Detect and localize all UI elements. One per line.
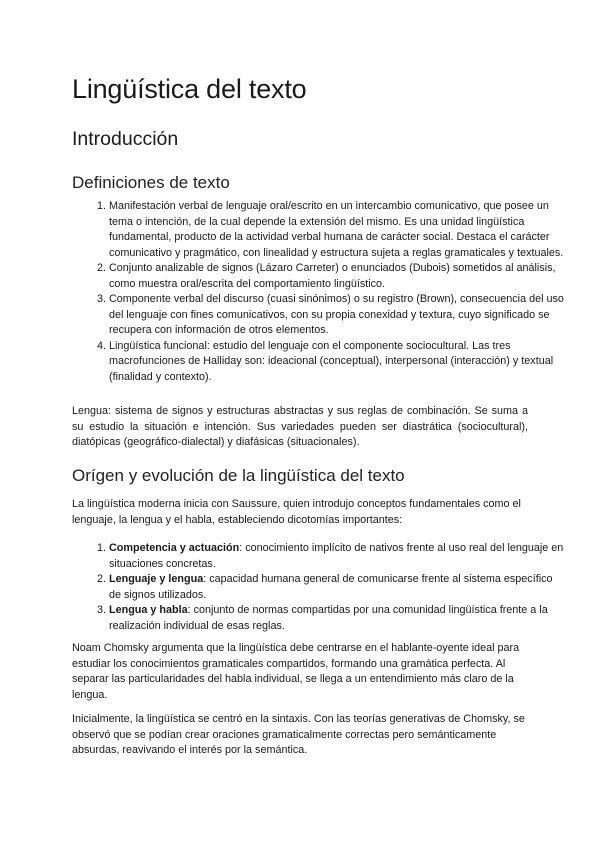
section-heading: Introducción	[72, 128, 179, 150]
document-title: Lingüística del texto	[72, 74, 307, 104]
chomsky-paragraph: Noam Chomsky argumenta que la lingüística debe centrarse en el hablante-oyente ideal para estudiar los conocimientos gramaticales compartidos, formando una gramática perfecta. Al separar las particularidades del habla individual, se llega a un entendimiento más claro de la lengua.	[72, 642, 520, 701]
list-item-text: : conocimiento implícito de nativos frente al uso real del lenguaje en situaciones concretas.	[109, 542, 564, 570]
list-item-text: : capacidad humana general de comunicarse frente al sistema específico de signos utilizados.	[109, 573, 553, 601]
list-item-text: : conjunto de normas compartidas por una comunidad lingüística frente a la realización individual de esas reglas.	[109, 604, 548, 632]
list-item	[109, 572, 565, 603]
definiciones-heading: Definiciones de texto	[72, 173, 230, 192]
origen-heading: Orígen y evolución de la lingüística del texto	[72, 466, 405, 485]
list-item: 4. Lingüística funcional: estudio del lenguaje con el componente sociocultural. Las tres macrofunciones de Halliday son: ideacional (conceptual), interpersonal (interacción) y textual (finalidad y contexto).	[109, 339, 565, 386]
list-item-term: Lenguaje y lengua	[109, 573, 204, 585]
definiciones-list	[72, 199, 565, 385]
list-item-term: Lengua y habla	[109, 604, 188, 616]
list-item: 1. Manifestación verbal de lenguaje oral/escrito en un intercambio comunicativo, que posee un tema o intención, de la cual depende la extensión del mismo. Es una unidad lingüística fundamental, producto de la actividad verbal humana de carácter social. Destaca el carácter comunicativo y pragmático, con linealidad y estructura sujeta a reglas gramaticales y textuales.	[109, 199, 565, 261]
dicotomias-list	[72, 541, 565, 634]
list-item-term: Competencia y actuación	[109, 542, 240, 554]
list-item: 2. Conjunto analizable de signos (Lázaro Carreter) o enunciados (Dubois) sometidos al análisis, como muestra oral/escrita del comportamiento lingüístico.	[109, 261, 565, 292]
list-item: 3. Componente verbal del discurso (cuasi sinónimos) o su registro (Brown), consecuencia del uso del lenguaje con fines comunicativos, con su propia conexidad y textura, cuyo significado se recupera con información de otros elementos.	[109, 292, 565, 339]
list-item	[109, 541, 565, 572]
sintaxis-paragraph: Inicialmente, la lingüística se centró en la sintaxis. Con las teorías generativas de Chomsky, se observó que se podían crear oraciones gramaticalmente correctas pero semánticamente absurdas, reavivando el interés por la semántica.	[72, 713, 525, 756]
saussure-paragraph: La lingüística moderna inicia con Saussure, quien introdujo conceptos fundamentales como el lenguaje, la lengua y el habla, estableciendo dicotomías importantes:	[72, 498, 521, 526]
lengua-paragraph: Lengua: sistema de signos y estructuras abstractas y sus reglas de combinación. Se suma a su estudio la situación e intención. Sus variedades pueden ser diastrática (sociocultural), diatópicas (geográfico-dialectal) y diafásicas (situacionales).	[72, 405, 528, 448]
list-item	[109, 603, 565, 634]
